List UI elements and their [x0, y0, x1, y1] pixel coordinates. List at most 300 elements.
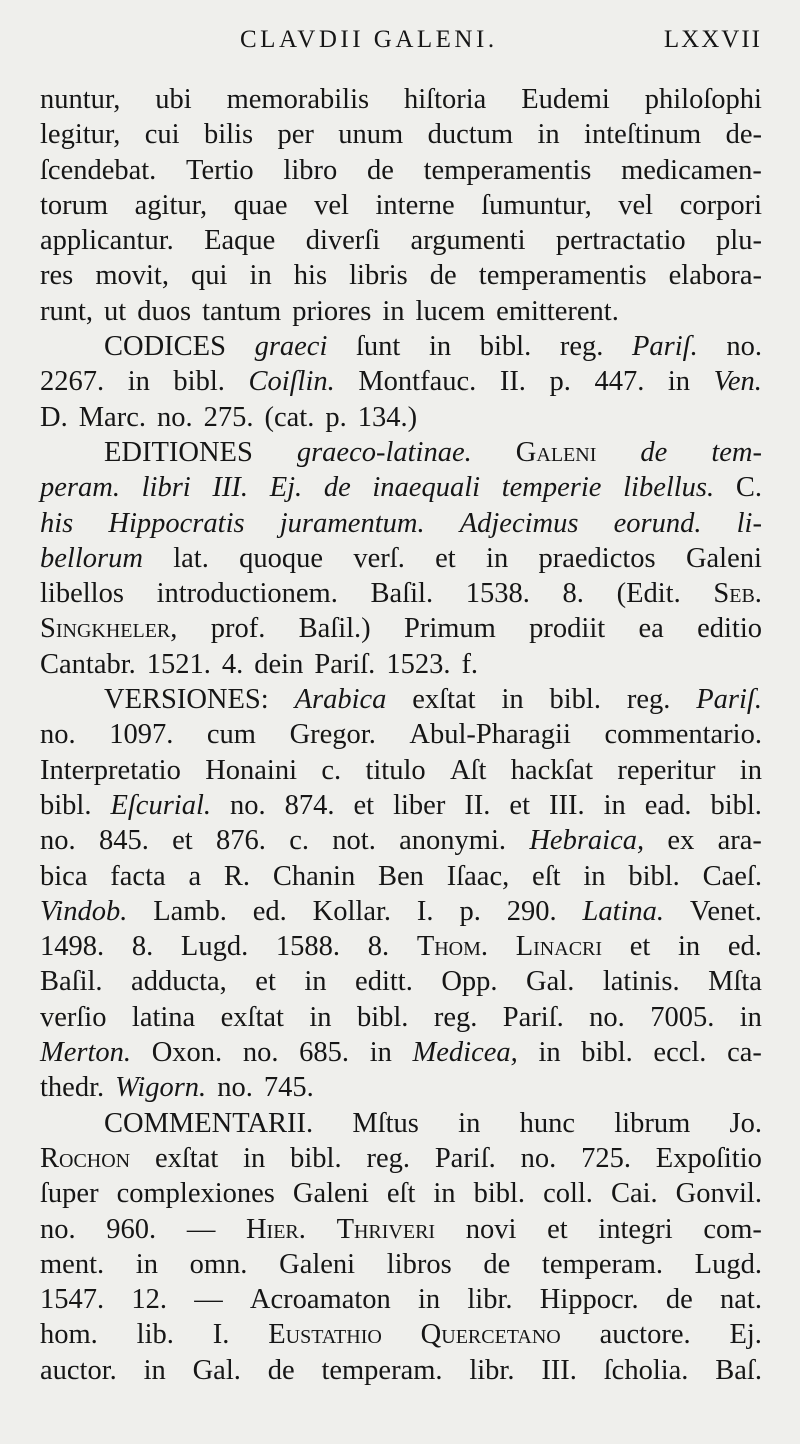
- word: com-: [703, 1213, 762, 1245]
- word: p.: [549, 366, 571, 398]
- word: per: [277, 119, 314, 151]
- word: in: [537, 119, 560, 151]
- word: 685.: [299, 1037, 350, 1069]
- word: Hippocratis: [108, 507, 245, 539]
- word: III.: [541, 1354, 577, 1386]
- text-line: [40, 682, 762, 717]
- word: bibl.: [581, 1037, 633, 1069]
- word: de: [665, 1284, 693, 1316]
- word: II.: [464, 789, 491, 821]
- text-line: [40, 1247, 762, 1282]
- word: 1523.: [386, 648, 451, 680]
- word: libro: [283, 154, 338, 186]
- text-line: [40, 364, 762, 399]
- word: ead.: [644, 789, 692, 821]
- word: argumenti: [410, 225, 526, 257]
- word: movit,: [95, 260, 169, 292]
- word: eſt: [532, 860, 561, 892]
- word: 1588.: [275, 931, 341, 963]
- word: tem-: [711, 436, 762, 468]
- word: et: [509, 789, 530, 821]
- word: exſtat: [412, 684, 476, 716]
- word: Ben: [378, 860, 424, 892]
- word: III.: [549, 789, 585, 821]
- word: quae: [233, 189, 288, 221]
- word: temperam.: [541, 1248, 663, 1280]
- text-line: [40, 823, 762, 858]
- word: in: [739, 1001, 762, 1033]
- word: plu-: [716, 225, 762, 257]
- word: ed.: [727, 931, 762, 963]
- word: duos: [137, 295, 192, 327]
- word: his: [293, 260, 328, 292]
- word: Eaque: [204, 225, 276, 257]
- word: 960.: [106, 1213, 157, 1245]
- word: ara-: [717, 825, 762, 857]
- word: Galeni: [279, 1248, 356, 1280]
- text-line: [40, 1212, 762, 1247]
- word: in: [304, 966, 327, 998]
- word: facta: [110, 860, 166, 892]
- word: ed.: [252, 895, 287, 927]
- word: philoſophi: [644, 84, 762, 115]
- text-line: [40, 1035, 762, 1070]
- word: Thriveri: [336, 1213, 436, 1245]
- word: Vindob.: [40, 895, 128, 927]
- word: prodiit: [529, 613, 606, 645]
- word: reg.: [433, 1001, 478, 1033]
- word: res: [40, 260, 74, 292]
- word: Coiſlin.: [248, 366, 335, 398]
- word: bibl.: [549, 684, 601, 716]
- word: libellus.: [623, 472, 715, 504]
- word: libr.: [467, 1284, 513, 1316]
- word: in: [433, 1178, 456, 1210]
- text-line: [40, 470, 762, 505]
- word: 845.: [98, 825, 149, 857]
- word: I.: [416, 895, 434, 927]
- word: de: [267, 1354, 295, 1386]
- text-line: [40, 188, 762, 223]
- word: in: [428, 331, 452, 363]
- word: nuntur,: [40, 84, 121, 115]
- word: Baſil.): [298, 613, 371, 645]
- word: Iſaac,: [446, 860, 510, 892]
- word: Merton.: [40, 1037, 132, 1069]
- word: et: [353, 789, 375, 821]
- word: 12.: [131, 1284, 167, 1316]
- word: Wigorn.: [115, 1072, 207, 1104]
- word: bibl.: [173, 366, 225, 398]
- word: li-: [736, 507, 762, 539]
- word: Honaini: [205, 754, 298, 786]
- word: Acroamaton: [249, 1284, 391, 1316]
- word: exſtat: [220, 1001, 284, 1033]
- word: Interpretatio: [40, 754, 181, 786]
- word: no.: [520, 1142, 557, 1174]
- word: eorund.: [613, 507, 702, 539]
- text-line: [40, 576, 762, 611]
- word: peram.: [40, 472, 120, 504]
- word: 7005.: [650, 1001, 715, 1033]
- word: no.: [589, 1001, 625, 1033]
- word: 1538.: [465, 578, 530, 610]
- word: juramentum.: [279, 507, 425, 539]
- word: Adjecimus: [459, 507, 579, 539]
- word: bibl.: [40, 789, 92, 821]
- word: in: [458, 1107, 481, 1139]
- text-line: [40, 1106, 762, 1141]
- word: bellorum: [40, 542, 143, 574]
- word: Hebraica,: [529, 825, 645, 857]
- word: editt.: [355, 966, 413, 998]
- word: Lugd.: [694, 1248, 762, 1280]
- word: hom.: [40, 1319, 98, 1351]
- word: et: [172, 825, 193, 857]
- text-line: [40, 1353, 762, 1388]
- word: Cai.: [610, 1178, 658, 1210]
- word: Baſ.: [715, 1354, 762, 1386]
- word: integri: [598, 1213, 673, 1245]
- text-line: [40, 788, 762, 823]
- word: novi: [465, 1213, 517, 1245]
- word: adducta,: [131, 966, 227, 998]
- word: libros: [386, 1248, 452, 1280]
- word: no.: [726, 331, 762, 363]
- word: librum: [614, 1107, 691, 1139]
- word: Oxon.: [151, 1037, 223, 1069]
- body-text: [40, 82, 762, 1388]
- word: bica: [40, 860, 88, 892]
- word: 8.: [562, 578, 584, 610]
- word: p.: [325, 401, 347, 433]
- word: ut: [104, 295, 127, 327]
- word: reg.: [366, 1142, 410, 1174]
- word: ca-: [727, 1037, 762, 1069]
- word: Ej.: [269, 472, 303, 504]
- text-line: [40, 435, 762, 470]
- word: VERSIONES:: [104, 684, 269, 716]
- word: elabora-: [668, 260, 762, 292]
- word: omn.: [189, 1248, 248, 1280]
- word: reg.: [559, 331, 604, 363]
- word: torum: [40, 189, 109, 221]
- word: ea: [638, 613, 664, 645]
- word: 4.: [221, 648, 244, 680]
- word: 745.: [263, 1072, 314, 1104]
- word: Aſt: [449, 754, 487, 786]
- word: C.: [735, 472, 762, 504]
- word: in: [369, 1037, 392, 1069]
- word: 8.: [131, 931, 154, 963]
- word: ſuper: [40, 1178, 99, 1210]
- word: Montfauc.: [358, 366, 477, 398]
- word: c.: [289, 825, 309, 857]
- word: anonymi.: [399, 825, 507, 857]
- word: medicamen-: [621, 154, 762, 186]
- text-line: [40, 506, 762, 541]
- word: complexiones: [116, 1178, 275, 1210]
- word: 1097.: [109, 719, 174, 751]
- word: in: [127, 366, 150, 398]
- word: thedr.: [40, 1072, 105, 1104]
- word: bibl.: [290, 1142, 342, 1174]
- word: auctore.: [599, 1319, 691, 1351]
- word: verſio: [40, 1001, 107, 1033]
- word: Galeni: [292, 1178, 369, 1210]
- word: Ven.: [713, 366, 762, 398]
- word: Abul-Pharagii: [409, 719, 571, 751]
- word: editio: [697, 613, 762, 645]
- word: unum: [338, 119, 404, 151]
- word: et: [255, 966, 276, 998]
- word: no.: [40, 1213, 76, 1245]
- word: in: [243, 1142, 266, 1174]
- word: III.: [212, 472, 249, 504]
- word: Baſil.: [40, 966, 103, 998]
- word: Eſcurial.: [110, 789, 211, 821]
- word: EDITIONES: [104, 436, 253, 468]
- word: liber: [393, 789, 446, 821]
- word: no.: [40, 719, 76, 751]
- word: no.: [40, 825, 76, 857]
- word: ſcendebat.: [40, 154, 157, 186]
- word: 275.: [203, 401, 254, 433]
- word: graeci: [254, 331, 328, 363]
- word: I.: [212, 1319, 230, 1351]
- word: Singkheler,: [40, 613, 178, 645]
- word: Lugd.: [180, 931, 249, 963]
- word: Expoſitio: [655, 1142, 762, 1174]
- word: Pariſ.: [314, 648, 376, 680]
- word: exſtat: [154, 1142, 219, 1174]
- word: inaequali: [372, 472, 481, 504]
- word: priores: [292, 295, 372, 327]
- word: libr.: [469, 1354, 515, 1386]
- word: Venet.: [689, 895, 762, 927]
- word: a: [188, 860, 202, 892]
- word: reperitur: [617, 754, 716, 786]
- word: ſunt: [356, 331, 401, 363]
- word: 447.: [594, 366, 645, 398]
- word: in: [667, 366, 691, 398]
- word: Linacri: [515, 931, 603, 963]
- word: Tertio: [186, 154, 254, 186]
- word: ſumuntur,: [481, 189, 592, 221]
- word: Medicea,: [412, 1037, 518, 1069]
- text-line: [40, 153, 762, 188]
- word: dein: [254, 648, 304, 680]
- word: verſ.: [353, 542, 405, 574]
- word: Gregor.: [289, 719, 376, 751]
- word: quoque: [239, 542, 324, 574]
- word: in: [739, 754, 762, 786]
- word: de: [323, 472, 351, 504]
- word: bibl.: [628, 860, 680, 892]
- word: de: [366, 154, 394, 186]
- word: temperamentis: [423, 154, 592, 186]
- word: f.: [461, 648, 479, 680]
- text-line: [40, 223, 762, 258]
- page-number: LXXVII: [663, 26, 762, 53]
- word: no.: [230, 789, 266, 821]
- word: Hippocr.: [539, 1284, 639, 1316]
- word: Eustathio: [268, 1319, 382, 1351]
- word: Mſtus: [352, 1107, 419, 1139]
- word: no.: [217, 1072, 253, 1104]
- word: emitterent.: [496, 295, 619, 327]
- word: auctor.: [40, 1354, 117, 1386]
- text-line: [40, 647, 762, 682]
- word: et: [547, 1213, 568, 1245]
- word: c.: [321, 754, 342, 786]
- word: Rochon: [40, 1142, 131, 1174]
- word: Galeni: [685, 542, 762, 574]
- word: in: [538, 1037, 561, 1069]
- word: Mſta: [708, 966, 762, 998]
- word: Opp.: [441, 966, 498, 998]
- word: de-: [725, 119, 762, 151]
- word: lucem: [415, 295, 486, 327]
- word: lat.: [173, 542, 209, 574]
- word: latina: [131, 1001, 196, 1033]
- word: (cat.: [264, 401, 315, 433]
- word: qui: [191, 260, 228, 292]
- word: in: [143, 1354, 166, 1386]
- word: 874.: [284, 789, 335, 821]
- word: no.: [156, 401, 193, 433]
- word: in: [486, 542, 509, 574]
- word: Seb.: [713, 578, 762, 610]
- word: inteſtinum: [584, 119, 702, 151]
- word: temperam.: [321, 1354, 443, 1386]
- text-line: [40, 1141, 762, 1176]
- word: Arabica: [294, 684, 387, 716]
- word: 1498.: [40, 931, 105, 963]
- word: 1547.: [40, 1284, 105, 1316]
- word: titulo: [365, 754, 426, 786]
- word: Gal.: [526, 966, 575, 998]
- word: nat.: [720, 1284, 762, 1316]
- word: Caeſ.: [702, 860, 762, 892]
- word: vel: [314, 189, 349, 221]
- word: Pariſ.: [632, 331, 698, 363]
- word: bibl.: [473, 1178, 526, 1210]
- word: runt,: [40, 295, 94, 327]
- word: libellos: [40, 578, 124, 610]
- word: applicantur.: [40, 225, 174, 257]
- text-line: [40, 541, 762, 576]
- word: libri: [141, 472, 191, 504]
- word: R.: [223, 860, 251, 892]
- word: 2267.: [40, 366, 105, 398]
- word: bibl.: [479, 331, 532, 363]
- word: p.: [459, 895, 481, 927]
- word: de: [429, 260, 457, 292]
- word: ment.: [40, 1248, 105, 1280]
- word: praedictos: [538, 542, 656, 574]
- word: hackſat: [510, 754, 594, 786]
- word: corpori: [679, 189, 762, 221]
- word: ex: [667, 825, 695, 857]
- word: bilis: [204, 119, 254, 151]
- word: (Edit.: [616, 578, 681, 610]
- word: hiſtoria: [403, 84, 487, 115]
- word: cui: [144, 119, 180, 151]
- word: commentario.: [604, 719, 762, 751]
- word: Lamb.: [153, 895, 227, 927]
- text-line: [40, 929, 762, 964]
- running-head: [40, 26, 762, 66]
- word: COMMENTARII.: [104, 1107, 314, 1139]
- word: libris: [349, 260, 408, 292]
- word: Jo.: [729, 1107, 762, 1139]
- word: his: [40, 507, 74, 539]
- word: 134.): [357, 401, 418, 433]
- word: Pariſ.: [502, 1001, 564, 1033]
- text-line: [40, 753, 762, 788]
- word: ſcholia.: [603, 1354, 689, 1386]
- word: temperamentis: [478, 260, 647, 292]
- word: cum: [206, 719, 256, 751]
- word: coll.: [543, 1178, 593, 1210]
- word: Baſil.: [370, 578, 434, 610]
- text-line: [40, 717, 762, 752]
- word: —: [194, 1284, 223, 1316]
- word: interne: [375, 189, 455, 221]
- text-line: [40, 294, 762, 329]
- text-line: [40, 1176, 762, 1211]
- text-line: [40, 258, 762, 293]
- word: prof.: [210, 613, 266, 645]
- word: Cantabr.: [40, 648, 136, 680]
- word: bibl.: [356, 1001, 409, 1033]
- word: tantum: [202, 295, 282, 327]
- word: D.: [40, 401, 68, 433]
- word: Chanin: [272, 860, 356, 892]
- word: in: [583, 860, 606, 892]
- word: Hier.: [245, 1213, 306, 1245]
- running-title: CLAVDII GALENI.: [240, 26, 498, 53]
- word: et: [435, 542, 456, 574]
- word: introductionem.: [156, 578, 338, 610]
- word: reg.: [626, 684, 671, 716]
- text-line: [40, 611, 762, 646]
- word: Kollar.: [312, 895, 392, 927]
- word: Primum: [403, 613, 496, 645]
- text-line: [40, 400, 762, 435]
- text-line: [40, 964, 762, 999]
- text-line: [40, 117, 762, 152]
- text-line: [40, 1000, 762, 1035]
- word: ductum: [427, 119, 514, 151]
- word: in: [309, 1001, 332, 1033]
- word: 1521.: [146, 648, 211, 680]
- word: pertractatio: [555, 225, 686, 257]
- word: Eudemi: [521, 84, 610, 115]
- text-line: [40, 82, 762, 117]
- text-line: [40, 329, 762, 364]
- word: vel: [618, 189, 654, 221]
- word: de: [483, 1248, 511, 1280]
- word: in: [417, 1284, 441, 1316]
- word: agitur,: [134, 189, 208, 221]
- word: no.: [242, 1037, 279, 1069]
- word: 8.: [367, 931, 390, 963]
- word: 876.: [216, 825, 266, 857]
- word: Galeni: [515, 436, 597, 468]
- word: legitur,: [40, 119, 121, 151]
